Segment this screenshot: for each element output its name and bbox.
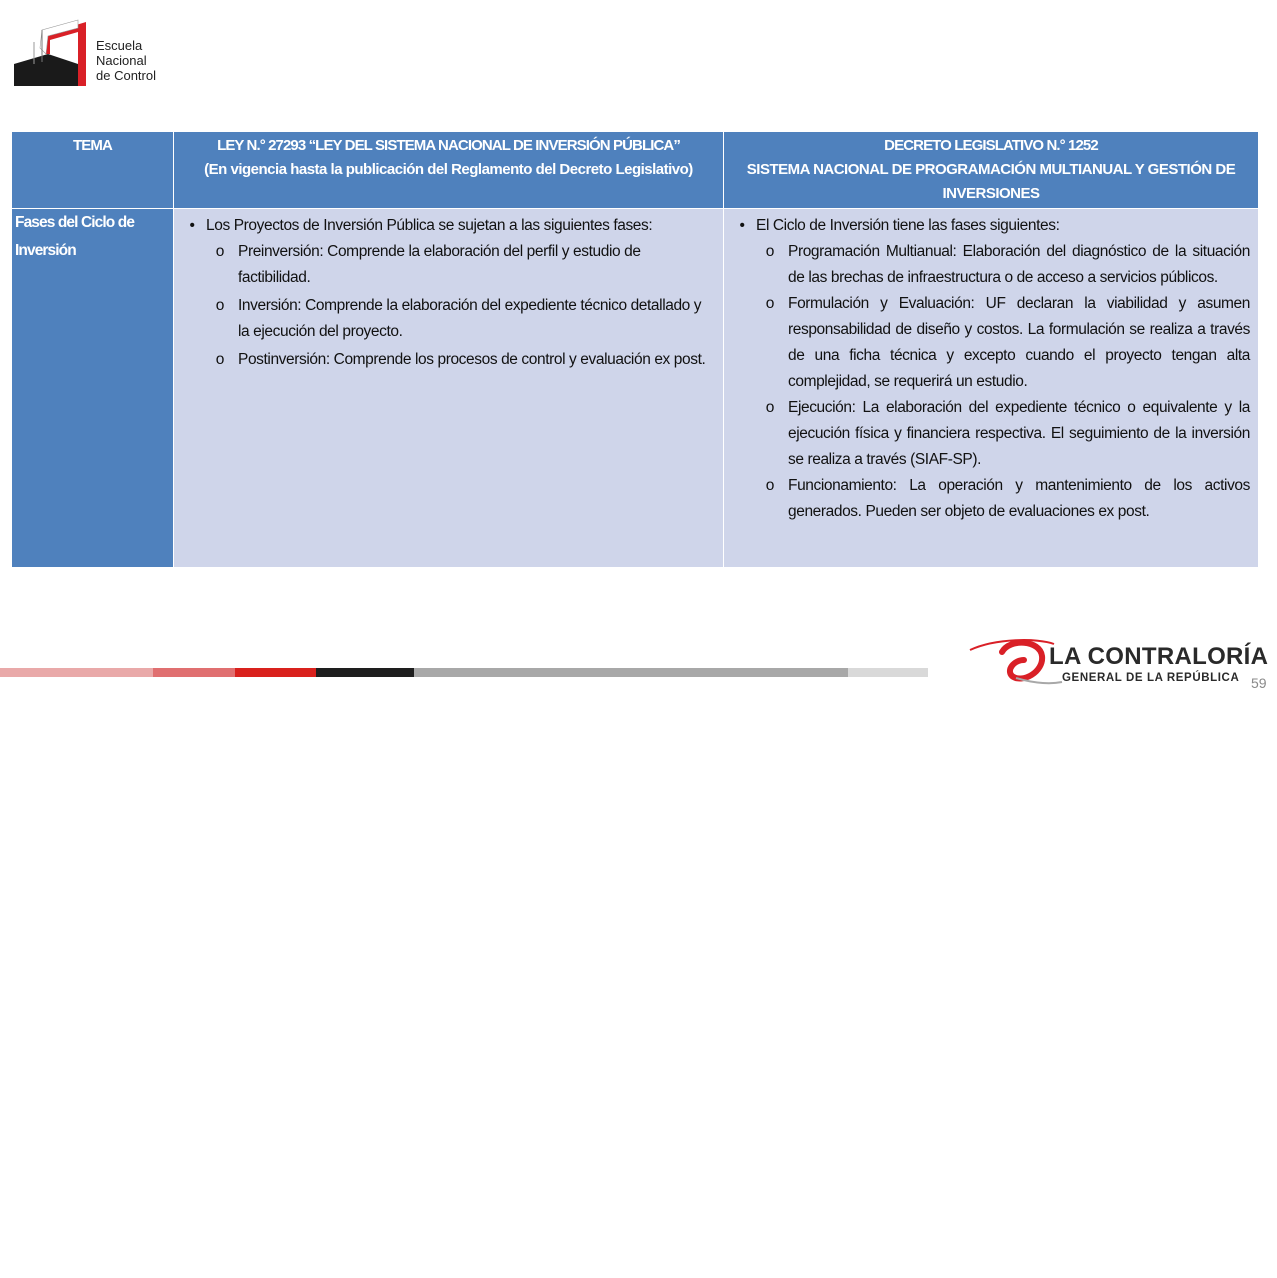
stripe-segment (848, 668, 928, 677)
page-number: 59 (1251, 675, 1267, 691)
footer-color-stripe (0, 668, 928, 677)
sub-marker: o (215, 297, 224, 314)
row-ley-cell (174, 209, 724, 568)
decreto-phase-text: Funcionamiento: La operación y mantenimiento de los activos generados. Pueden ser objeto de evaluaciones ex post. (788, 477, 1250, 520)
decreto-phase-text: Formulación y Evaluación: UF declaran la viabilidad y asumen responsabilidad de diseño y costos. La formulación se realiza a través de una ficha técnica y excepto cuando el proyecto tengan alta complejidad, se requerirá un estudio. (788, 295, 1250, 390)
header-ley-title: LEY N.° 27293 “LEY DEL SISTEMA NACIONAL DE INVERSIÓN PÚBLICA” (217, 137, 680, 154)
ley-bullet (178, 213, 715, 239)
logo-line-2: Nacional (96, 53, 147, 68)
logo-line-3: de Control (96, 68, 156, 83)
stripe-segment (153, 668, 235, 677)
ley-phase-text: Postinversión: Comprende los procesos de control y evaluación ex post. (238, 351, 706, 368)
list-item (178, 347, 715, 373)
contraloria-brand-line-1: LA CONTRALORÍA (1049, 643, 1269, 670)
list-item (178, 293, 715, 345)
decreto-phase-text: Ejecución: La elaboración del expediente técnico o equivalente y la ejecución física y financiera respectiva. El seguimiento de la inversión se realiza a través (SIAF-SP). (788, 399, 1250, 468)
header-ley-subtitle: (En vigencia hasta la publicación del Reglamento del Decreto Legislativo) (204, 161, 693, 178)
header-decreto (724, 132, 1259, 209)
decreto-phase-text: Programación Multianual: Elaboración del diagnóstico de la situación de las brechas de infraestructura o de acceso a servicios públicos. (788, 243, 1250, 286)
ley-phase-text: Preinversión: Comprende la elaboración del perfil y estudio de factibilidad. (238, 243, 641, 286)
row-decreto-cell (724, 209, 1259, 568)
table-header-row (12, 132, 1259, 209)
bullet-marker: • (739, 217, 745, 234)
building-logo-icon (12, 18, 94, 90)
escuela-logo (12, 18, 172, 90)
sub-marker: o (215, 351, 224, 368)
comparison-table (11, 131, 1259, 568)
header-ley (174, 132, 724, 209)
list-item (178, 239, 715, 291)
decreto-bullet-text: El Ciclo de Inversión tiene las fases siguientes: (756, 217, 1060, 234)
contraloria-brand-line-2: GENERAL DE LA REPÚBLICA (1062, 672, 1240, 684)
stripe-segment (0, 668, 153, 677)
stripe-segment (414, 668, 848, 677)
stripe-segment (316, 668, 414, 677)
sub-marker: o (765, 243, 774, 260)
decreto-bullet (728, 213, 1250, 239)
header-tema (12, 132, 174, 209)
list-item (728, 473, 1250, 525)
list-item (728, 239, 1250, 291)
ley-phase-list (178, 239, 715, 373)
sub-marker: o (765, 399, 774, 416)
stripe-segment (235, 668, 316, 677)
sub-marker: o (765, 477, 774, 494)
header-decreto-title: DECRETO LEGISLATIVO N.° 1252 (884, 137, 1098, 154)
header-decreto-subtitle: SISTEMA NACIONAL DE PROGRAMACIÓN MULTIANUAL Y GESTIÓN DE INVERSIONES (746, 161, 1236, 202)
ley-phase-text: Inversión: Comprende la elaboración del expediente técnico detallado y la ejecución del proyecto. (238, 297, 702, 340)
sub-marker: o (215, 243, 224, 260)
header-tema-label: TEMA (73, 137, 112, 154)
list-item (728, 291, 1250, 395)
sub-marker: o (765, 295, 774, 312)
logo-line-1: Escuela (96, 38, 143, 53)
list-item (728, 395, 1250, 473)
ley-bullet-text: Los Proyectos de Inversión Pública se sujetan a las siguientes fases: (206, 217, 653, 234)
row-tema-label: Fases del Ciclo de Inversión (15, 214, 135, 259)
decreto-phase-list (728, 239, 1250, 525)
bullet-marker: • (189, 217, 195, 234)
row-tema (12, 209, 174, 568)
table-row (12, 209, 1259, 568)
escuela-logo-text (96, 38, 156, 83)
